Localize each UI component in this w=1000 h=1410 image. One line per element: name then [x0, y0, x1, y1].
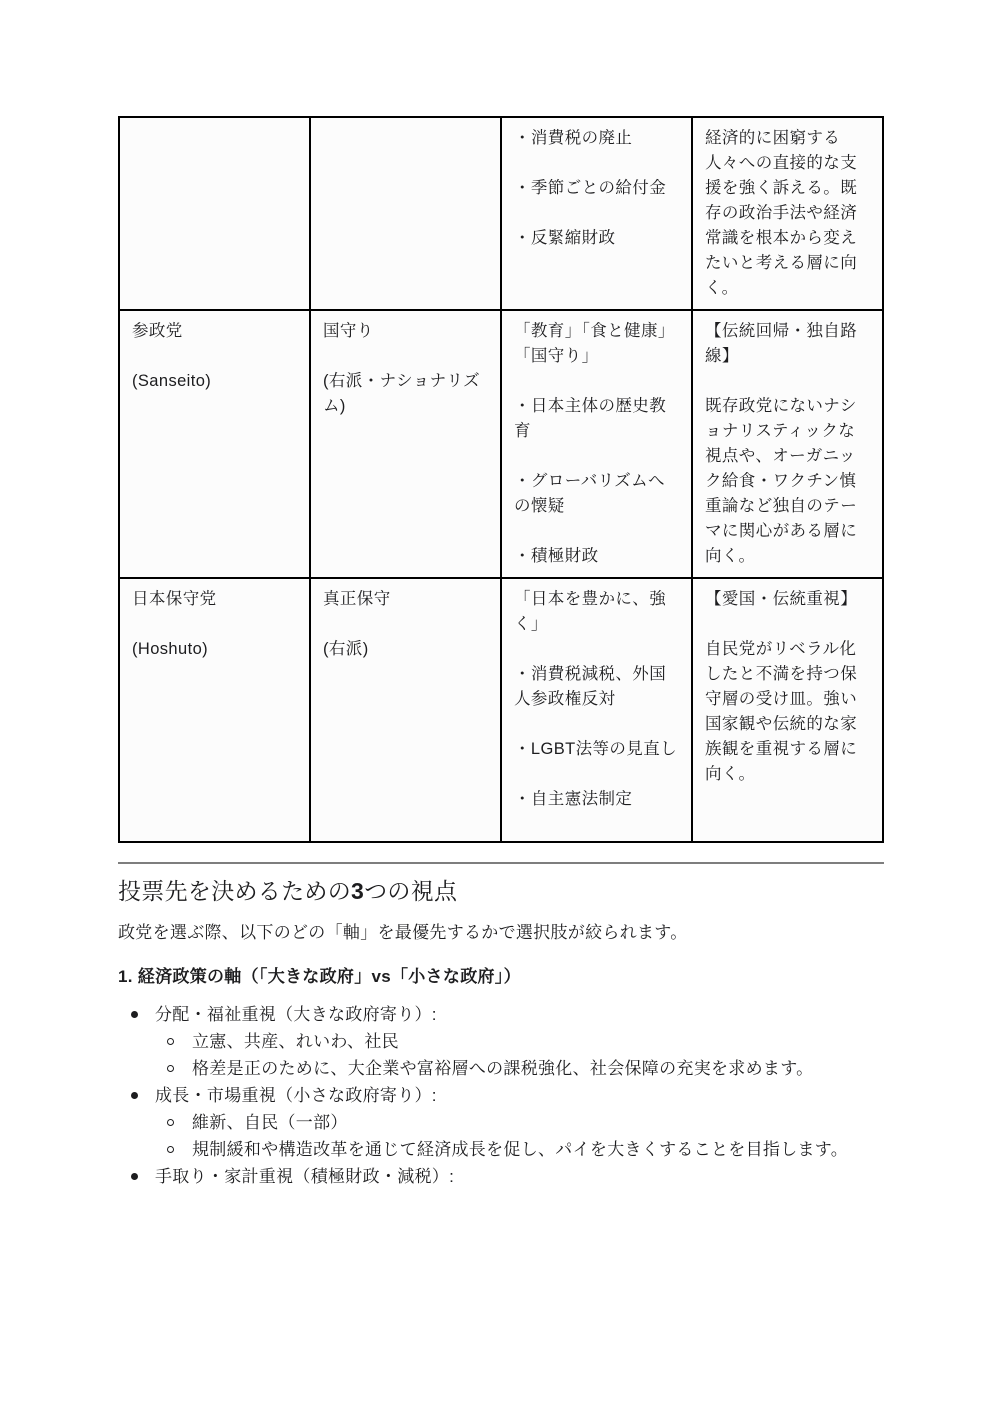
- table-row-sanseito: [119, 310, 883, 578]
- heading-number: 3: [351, 878, 365, 904]
- cell-stance: [310, 310, 501, 578]
- heading-suffix: つの視点: [364, 878, 458, 904]
- section-divider: [118, 862, 884, 864]
- cell-party-name: [119, 117, 310, 310]
- stance-keyword: 真正保守: [323, 590, 391, 608]
- policy-item: ・反緊縮財政: [514, 229, 616, 247]
- policy-item: ・日本主体の歴史教育: [514, 397, 667, 440]
- cell-policies: [501, 117, 692, 310]
- appeal-text: 既存政党にないナショナリスティックな視点や、オーガニック給食・ワクチン慎重論など独自のテーマに関心がある層に向く。: [705, 397, 858, 565]
- sub-bullet-parties: 立憲、共産、れいわ、社民: [155, 1028, 884, 1055]
- policy-item: ・LGBT法等の見直し: [514, 740, 677, 758]
- bullet-growth-market: [118, 1082, 884, 1163]
- bullet-label: 分配・福祉重視（大きな政府寄り）:: [155, 1005, 437, 1024]
- party-name-romaji: (Hoshuto): [132, 640, 209, 658]
- cell-appeal: [692, 578, 883, 842]
- table-row-hoshuto: [119, 578, 883, 842]
- bullet-label: 成長・市場重視（小さな政府寄り）:: [155, 1086, 437, 1105]
- cell-appeal: [692, 310, 883, 578]
- bullet-distribution-welfare: [118, 1001, 884, 1082]
- axis1-bullet-list: [118, 1001, 884, 1190]
- cell-party-name: [119, 578, 310, 842]
- sub-bullet-description: 格差是正のために、大企業や富裕層への課税強化、社会保障の充実を求めます。: [155, 1055, 884, 1082]
- policy-item: ・積極財政: [514, 547, 599, 565]
- policy-item: ・消費税の廃止: [514, 129, 633, 147]
- section-heading: [118, 877, 884, 905]
- appeal-text: 経済的に困窮する人々への直接的な支援を強く訴える。既存の政治手法や経済常識を根本から変えたいと考える層に向く。: [705, 129, 858, 297]
- policy-item: ・季節ごとの給付金: [514, 179, 667, 197]
- policy-slogan: 「教育」「食と健康」「国守り」: [514, 322, 675, 365]
- cell-appeal: [692, 117, 883, 310]
- cell-stance: [310, 117, 501, 310]
- policy-slogan: 「日本を豊かに、強く」: [514, 590, 667, 633]
- party-name-ja: 日本保守党: [132, 590, 217, 608]
- stance-position: (右派): [323, 640, 369, 658]
- heading-prefix: 投票先を決めるための: [118, 878, 351, 904]
- policy-item: ・グローバリズムへの懐疑: [514, 472, 665, 515]
- cell-party-name: [119, 310, 310, 578]
- sub-bullet-list: [155, 1028, 884, 1082]
- sub-bullet-description: 規制緩和や構造改革を通じて経済成長を促し、パイを大きくすることを目指します。: [155, 1136, 884, 1163]
- stance-position: (右派・ナショナリズム): [323, 372, 481, 415]
- appeal-tag: 【愛国・伝統重視】: [705, 590, 858, 608]
- stance-keyword: 国守り: [323, 322, 374, 340]
- party-name-ja: 参政党: [132, 322, 183, 340]
- appeal-text: 自民党がリベラル化したと不満を持つ保守層の受け皿。強い国家観や伝統的な家族観を重視する層に向く。: [705, 640, 858, 783]
- party-name-romaji: (Sanseito): [132, 372, 212, 390]
- cell-stance: [310, 578, 501, 842]
- document-page: [118, 116, 884, 1190]
- policy-item: ・消費税減税、外国人参政権反対: [514, 665, 667, 708]
- sub-bullet-list: [155, 1109, 884, 1163]
- cell-policies: [501, 578, 692, 842]
- sub-bullet-parties: 維新、自民（一部）: [155, 1109, 884, 1136]
- table-row-reiwa-continued: [119, 117, 883, 310]
- cell-policies: [501, 310, 692, 578]
- policy-item: ・自主憲法制定: [514, 790, 633, 808]
- bullet-label: 手取り・家計重視（積極財政・減税）:: [155, 1167, 455, 1186]
- axis1-heading: 1. 経済政策の軸（「大きな政府」vs「小さな政府」）: [118, 967, 521, 986]
- intro-paragraph: 政党を選ぶ際、以下のどの「軸」を最優先するかで選択肢が絞られます。: [118, 923, 688, 942]
- appeal-tag: 【伝統回帰・独自路線】: [705, 322, 858, 365]
- party-comparison-table: [118, 116, 884, 843]
- bullet-takehome-household: [118, 1163, 884, 1190]
